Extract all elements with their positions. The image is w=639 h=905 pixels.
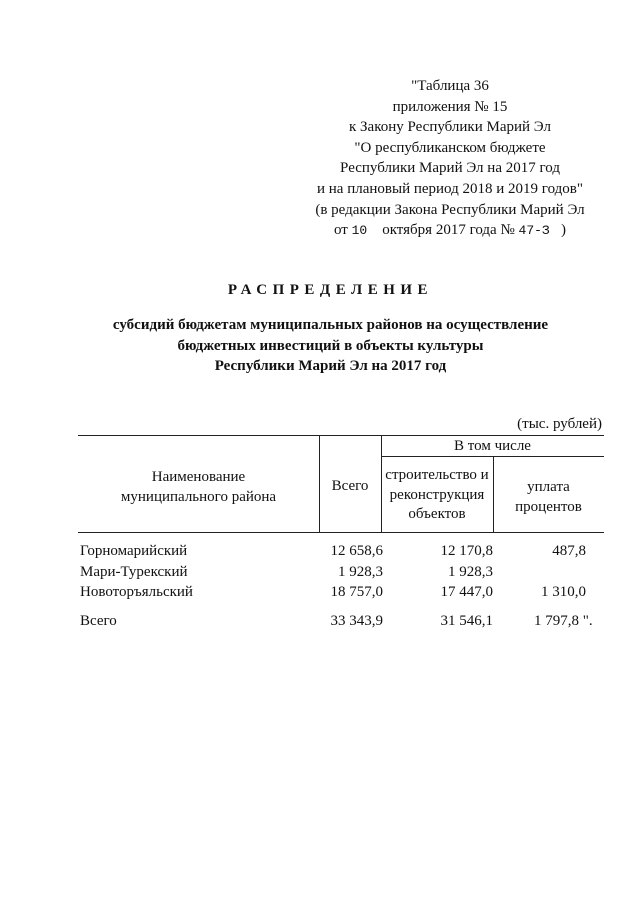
row-total: 18 757,0 (330, 584, 383, 600)
table-top-rule (78, 435, 604, 436)
header-construction-line: объектов (408, 506, 466, 522)
total-total: 33 343,9 (330, 613, 383, 629)
date-day: 10 (351, 223, 368, 239)
annex-line: приложения № 15 (392, 98, 508, 115)
annex-line: Республики Марий Эл на 2017 год (340, 160, 560, 177)
law-number: 47-З (518, 223, 550, 239)
total-label: Всего (80, 613, 117, 629)
header-construction-line: строительство и (385, 467, 489, 483)
header-interest-line: уплата (527, 479, 570, 495)
row-construction: 12 170,8 (440, 543, 493, 559)
header-total: Всего (331, 478, 369, 494)
annex-reference (300, 76, 600, 242)
date-text: октября 2017 года № (382, 222, 515, 239)
header-construction-line: реконструкция (389, 486, 485, 503)
date-close: ) (561, 222, 566, 239)
row-name: Новоторъяльский (80, 584, 193, 600)
header-interest (493, 478, 604, 517)
row-total: 12 658,6 (330, 543, 383, 559)
subtitle-line: бюджетных инвестиций в объекты культуры (177, 337, 484, 354)
annex-line: и на плановый период 2018 и 2019 годов" (317, 180, 583, 197)
document-title: РАСПРЕДЕЛЕНИЕ (227, 282, 434, 298)
row-interest: 1 310,0 (541, 584, 586, 600)
total-interest: 1 797,8 ". (534, 613, 593, 629)
header-name-line: Наименование (151, 469, 246, 485)
row-construction: 17 447,0 (440, 584, 493, 600)
header-name (78, 468, 319, 507)
row-total: 1 928,3 (338, 564, 383, 580)
row-construction: 1 928,3 (448, 564, 493, 580)
total-construction: 31 546,1 (440, 613, 493, 629)
row-name: Горномарийский (80, 543, 188, 559)
subtitle-line: субсидий бюджетам муниципальных районов на осуществление (112, 317, 549, 333)
annex-line: "Таблица 36 (411, 78, 489, 94)
header-construction (381, 466, 493, 525)
header-interest-line: процентов (515, 498, 582, 515)
date-prefix: от (333, 222, 348, 239)
subtitle-line: Республики Марий Эл на 2017 год (214, 358, 447, 374)
header-name-line: муниципального района (120, 488, 277, 505)
annex-line: к Закону Республики Марий Эл (348, 119, 551, 136)
header-bottom-rule (78, 532, 604, 533)
header-including: В том числе (454, 438, 531, 454)
annex-line: "О республиканском бюджете (354, 139, 546, 156)
annex-line: (в редакции Закона Республики Марий Эл (315, 201, 585, 218)
unit-label: (тыс. рублей) (517, 416, 602, 432)
row-name: Мари-Турекский (80, 564, 188, 580)
row-interest: 487,8 (552, 543, 586, 559)
annex-date-line (300, 220, 600, 242)
document-subtitle (0, 315, 639, 377)
